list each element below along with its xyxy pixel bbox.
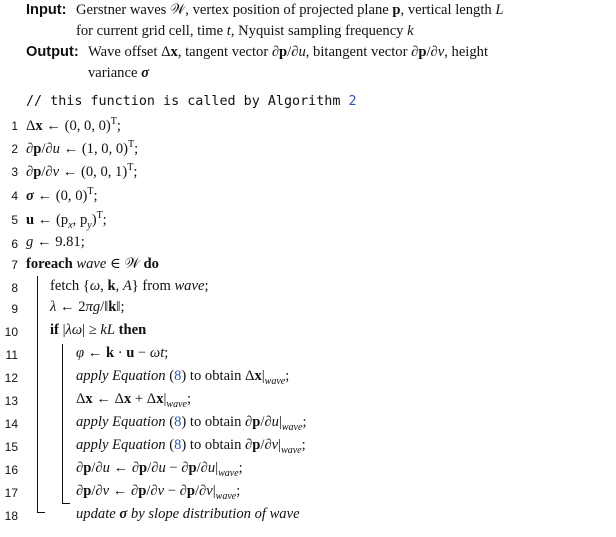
output-line-2 — [88, 65, 149, 82]
output-text-1: Wave offset Δx, tangent vector ∂p/∂u, bitangent vector ∂p/∂v, height — [88, 44, 488, 60]
algo-line-6: g ← 9.81; — [26, 234, 85, 250]
algo-line-7: foreach wave ∈ 𝒲 do — [26, 256, 159, 272]
if-block-rule-foot — [62, 503, 70, 504]
line-number-15: 15 — [4, 440, 18, 454]
line-number-17: 17 — [4, 486, 18, 500]
algo-line-4: σ ← (0, 0)$^T$; — [26, 186, 98, 204]
algo-line-3: ∂p/∂v ← (0, 0, 1)$^T$; — [26, 162, 138, 180]
output-block — [26, 44, 79, 61]
algo-line-14: apply Equation (8) to obtain $\partial p/\partial u|_{wave}$; — [76, 414, 307, 433]
line-number-8: 8 — [11, 281, 18, 295]
equation-ref-link[interactable]: 8 — [174, 414, 182, 430]
line-number-18: 18 — [4, 509, 18, 523]
equation-ref-link[interactable]: 8 — [174, 437, 182, 453]
algo-line-5: u ← ($p_x$, $p_y)^T$; — [26, 210, 107, 231]
algo-line-9: λ ← 2πg/‖k‖; — [50, 299, 125, 315]
foreach-block-rule-foot — [37, 512, 45, 513]
if-block-rule — [62, 344, 63, 504]
algo-line-2: ∂p/∂u ← (1, 0, 0)$^T$; — [26, 139, 139, 157]
algo-line-18: update σ by slope distribution of wave — [76, 506, 300, 522]
equation-ref-link[interactable]: 8 — [174, 368, 182, 384]
algo-line-16: ∂p/∂u ← $\partial p/\partial u - \partial p/\partial u|_{wave}$; — [76, 460, 243, 479]
algo-line-8: fetch {ω, k, A} from wave; — [50, 278, 209, 294]
output-text-2: variance σ — [88, 65, 149, 81]
line-number-13: 13 — [4, 394, 18, 408]
line-number-4: 4 — [11, 189, 18, 203]
line-number-16: 16 — [4, 463, 18, 477]
input-block — [26, 2, 67, 19]
line-number-5: 5 — [11, 213, 18, 227]
algo-line-17: ∂p/∂v ← $\partial p/\partial v - \partial p/\partial v|_{wave}$; — [76, 483, 241, 502]
line-number-9: 9 — [11, 302, 18, 316]
line-number-14: 14 — [4, 417, 18, 431]
line-number-6: 6 — [11, 237, 18, 251]
input-label: Input: — [26, 2, 67, 18]
algo-line-13: Δx ← $\Delta x + \Delta x|_{wave}$; — [76, 391, 192, 410]
algo-line-1: Δx ← (0, 0, 0)$^T$; — [26, 116, 121, 134]
output-line-1 — [88, 44, 488, 61]
algo-line-11: φ ← k · u − ωt; — [76, 345, 169, 361]
output-label: Output: — [26, 44, 79, 60]
algo-line-15: apply Equation (8) to obtain $\partial p/\partial v|_{wave}$; — [76, 437, 306, 456]
algo-line-10: if |λω| ≥ kL then — [50, 322, 147, 338]
foreach-block-rule — [37, 276, 38, 513]
input-text-1: Gerstner waves 𝒲, vertex position of projected plane p, vertical length L — [76, 2, 504, 18]
algo-line-12: apply Equation (8) to obtain $\Delta x|_{wave}$; — [76, 368, 290, 387]
input-line-1 — [76, 2, 503, 19]
line-number-11: 11 — [5, 348, 18, 362]
line-number-10: 10 — [4, 325, 18, 339]
input-text-2: for current grid cell, time t, Nyquist sampling frequency k — [76, 23, 414, 39]
algorithm-ref-link[interactable]: 2 — [348, 94, 357, 109]
line-number-7: 7 — [11, 258, 18, 272]
line-number-1: 1 — [11, 119, 18, 133]
input-line-2 — [76, 23, 414, 40]
line-number-12: 12 — [4, 371, 18, 385]
line-number-3: 3 — [11, 165, 18, 179]
line-number-2: 2 — [11, 142, 18, 156]
comment-text: // this function is called by Algorithm — [26, 94, 341, 109]
algorithm-comment — [26, 94, 357, 109]
